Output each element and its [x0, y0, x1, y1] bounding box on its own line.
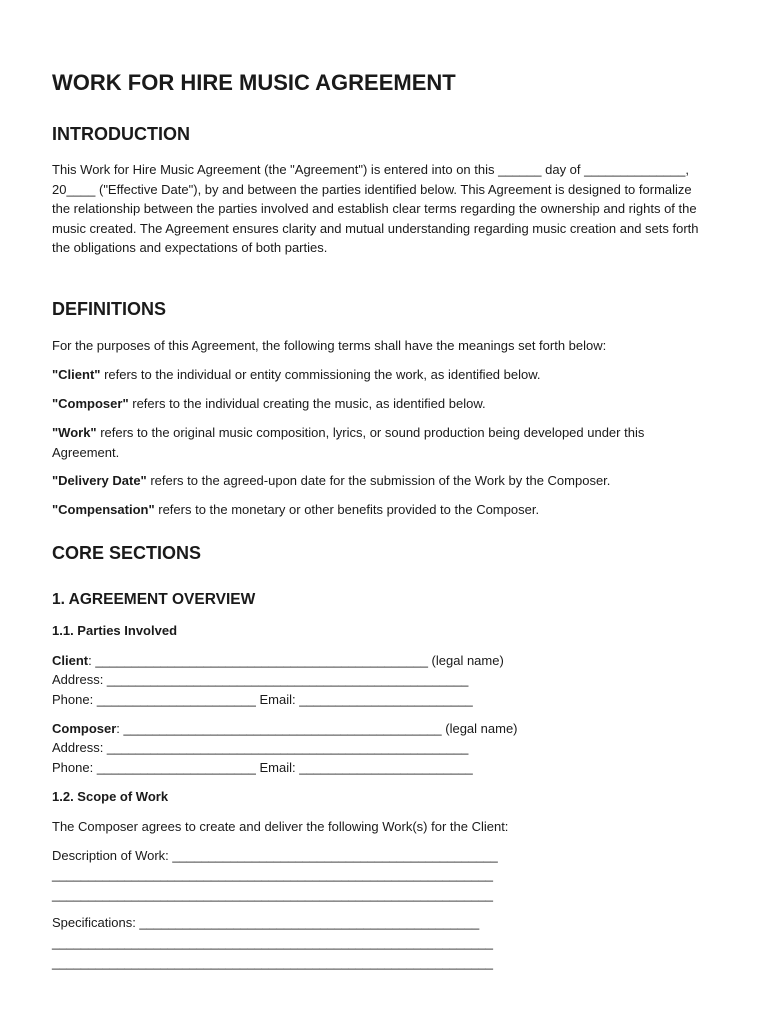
core-sections-heading: CORE SECTIONS: [52, 543, 202, 563]
client-name-field: : ______________________________________________ (legal name): [88, 653, 504, 668]
definition-text: refers to the original music composition, lyrics, or sound production being developed under this Agreement.: [52, 425, 645, 460]
scope-of-work-heading: 1.2. Scope of Work: [52, 789, 169, 804]
client-address-line: Address: __________________________________________________: [52, 672, 469, 687]
blank-line: _____________________________________________________________: [52, 935, 494, 950]
composer-phone-email-line: Phone: ______________________ Email: ________________________: [52, 760, 473, 775]
description-of-work-line: Description of Work: _____________________________________________: [52, 848, 498, 863]
definition-text: refers to the agreed-upon date for the submission of the Work by the Composer.: [146, 473, 611, 488]
composer-name-line: [52, 719, 518, 739]
definition-composer: [52, 394, 712, 414]
parties-involved-heading: 1.1. Parties Involved: [52, 623, 178, 638]
definition-compensation: [52, 500, 712, 520]
definition-term: "Work": [52, 425, 97, 440]
definition-text: refers to the monetary or other benefits provided to the Composer.: [154, 502, 540, 517]
definition-term: "Compensation": [52, 502, 155, 517]
blank-line: _____________________________________________________________: [52, 867, 494, 882]
blank-line: _____________________________________________________________: [52, 887, 494, 902]
composer-name-field: : ____________________________________________ (legal name): [116, 721, 518, 736]
introduction-heading: INTRODUCTION: [52, 124, 190, 144]
definition-client: [52, 365, 712, 385]
blank-line: _____________________________________________________________: [52, 955, 494, 970]
client-name-line: [52, 651, 504, 671]
client-label: Client: [52, 653, 89, 668]
definition-term: "Composer": [52, 396, 129, 411]
agreement-overview-heading: 1. AGREEMENT OVERVIEW: [52, 591, 256, 608]
definitions-intro: For the purposes of this Agreement, the following terms shall have the meanings set forth below:: [52, 338, 607, 353]
specifications-line: Specifications: _______________________________________________: [52, 915, 480, 930]
document-title: WORK FOR HIRE MUSIC AGREEMENT: [52, 70, 456, 95]
scope-intro: The Composer agrees to create and deliver the following Work(s) for the Client:: [52, 819, 509, 834]
composer-label: Composer: [52, 721, 117, 736]
definition-text: refers to the individual creating the music, as identified below.: [128, 396, 486, 411]
client-phone-email-line: Phone: ______________________ Email: ________________________: [52, 692, 473, 707]
definition-work: [52, 423, 712, 462]
introduction-body: This Work for Hire Music Agreement (the "Agreement") is entered into on this ______ day of ______________, 20____ ("Effective Date"), by and between the parties identified below. This Agreement is designed to formalize the relationship between the parties involved and establish clear terms regarding the ownership and rights of the music created. The Agreement ensures clarity and mutual understanding regarding music creation and sets forth the obligations and expectations of both parties.: [52, 162, 699, 255]
composer-address-line: Address: __________________________________________________: [52, 740, 469, 755]
definition-delivery-date: [52, 471, 712, 491]
definitions-heading: DEFINITIONS: [52, 299, 167, 319]
definition-text: refers to the individual or entity commissioning the work, as identified below.: [100, 367, 541, 382]
definition-term: "Delivery Date": [52, 473, 147, 488]
definition-term: "Client": [52, 367, 101, 382]
